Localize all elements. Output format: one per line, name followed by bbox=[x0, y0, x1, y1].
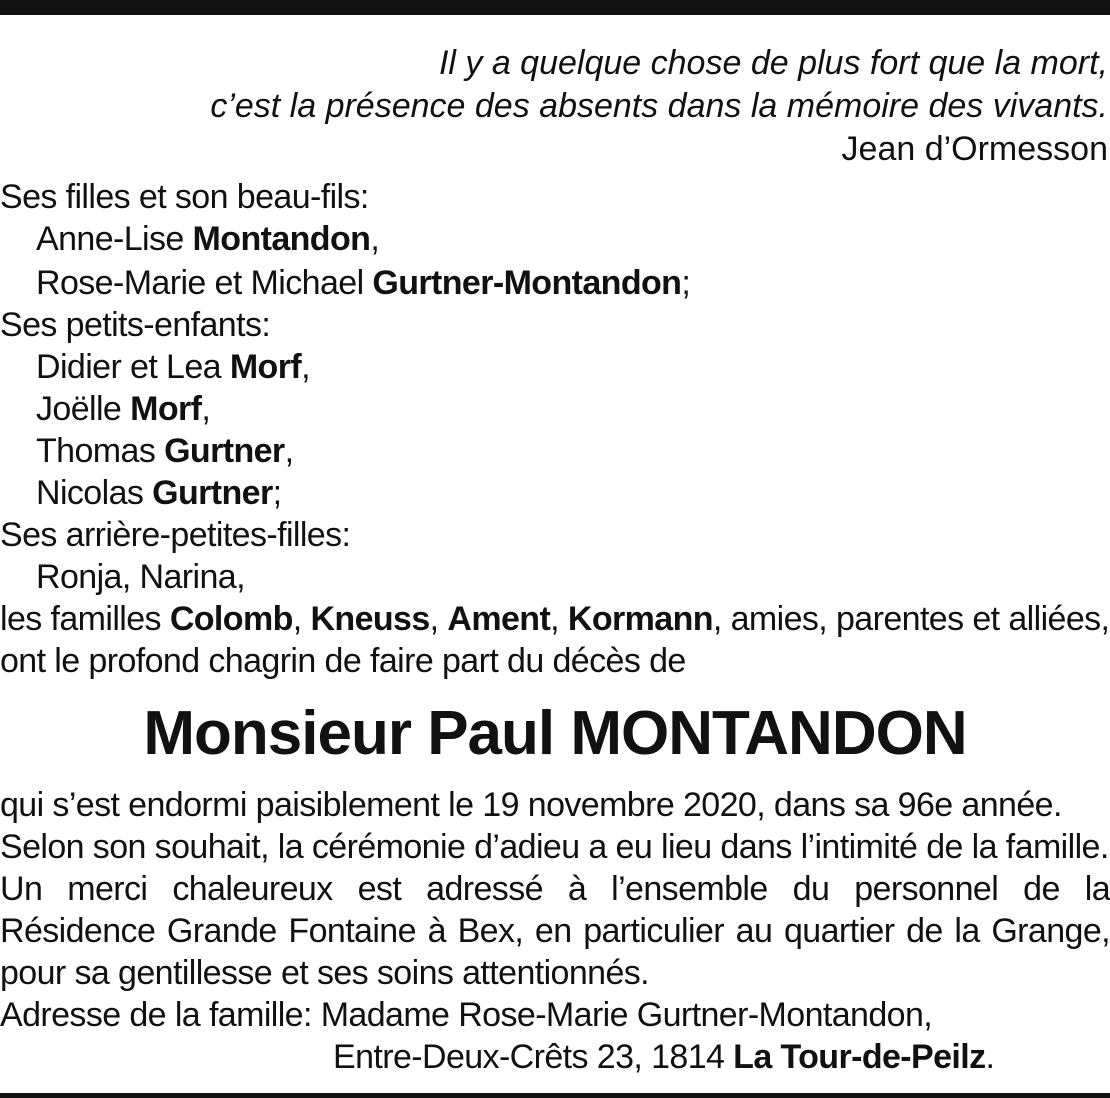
daughters-heading: Ses filles et son beau-fils: bbox=[0, 178, 369, 216]
daughter-1: Anne-Lise Montandon, bbox=[36, 220, 380, 258]
passing-line: qui s’est endormi paisiblement le 19 novembre 2020, dans sa 96e année. bbox=[0, 786, 1062, 824]
body-text bbox=[0, 784, 1110, 1078]
great-grandchildren-names: Ronja, Narina, bbox=[36, 558, 245, 596]
daughter-2: Rose-Marie et Michael Gurtner-Montandon; bbox=[36, 264, 691, 302]
address-street: Entre-Deux-Crêts 23, 1814 La Tour-de-Peilz. bbox=[333, 1038, 995, 1076]
quote-line-2: c’est la présence des absents dans la mémoire des vivants. bbox=[210, 87, 1108, 125]
thanks-paragraph: Un merci chaleureux est adressé à l’ensemble du personnel de la Résidence Grande Fontaine à Bex, en particulier au quartier de la Grange, pour sa gentillesse et ses soins attentionnés. bbox=[0, 870, 1110, 992]
grandchild-2: Joëlle Morf, bbox=[36, 390, 211, 428]
quote-author: Jean d’Ormesson bbox=[841, 130, 1108, 168]
epigraph bbox=[210, 42, 1108, 171]
great-grandchildren-heading: Ses arrière-petites-filles: bbox=[0, 516, 351, 554]
announcement-line: ont le profond chagrin de faire part du décès de bbox=[0, 642, 686, 680]
quote-line-1: Il y a quelque chose de plus fort que la mort, bbox=[438, 44, 1108, 82]
grandchild-3: Thomas Gurtner, bbox=[36, 432, 294, 470]
families-line: les familles Colomb, Kneuss, Ament, Kormann, amies, parentes et alliées, bbox=[0, 600, 1110, 638]
grandchild-1: Didier et Lea Morf, bbox=[36, 348, 310, 386]
address-label: Adresse de la famille: Madame Rose-Marie Gurtner-Montandon, bbox=[0, 996, 933, 1034]
ceremony-line: Selon son souhait, la cérémonie d’adieu a eu lieu dans l’intimité de la famille. bbox=[0, 828, 1109, 866]
grandchildren-heading: Ses petits-enfants: bbox=[0, 306, 271, 344]
bottom-rule bbox=[0, 1093, 1110, 1098]
grandchild-4: Nicolas Gurtner; bbox=[36, 474, 282, 512]
deceased-name: Monsieur Paul MONTANDON bbox=[143, 699, 967, 768]
top-rule bbox=[0, 0, 1110, 15]
